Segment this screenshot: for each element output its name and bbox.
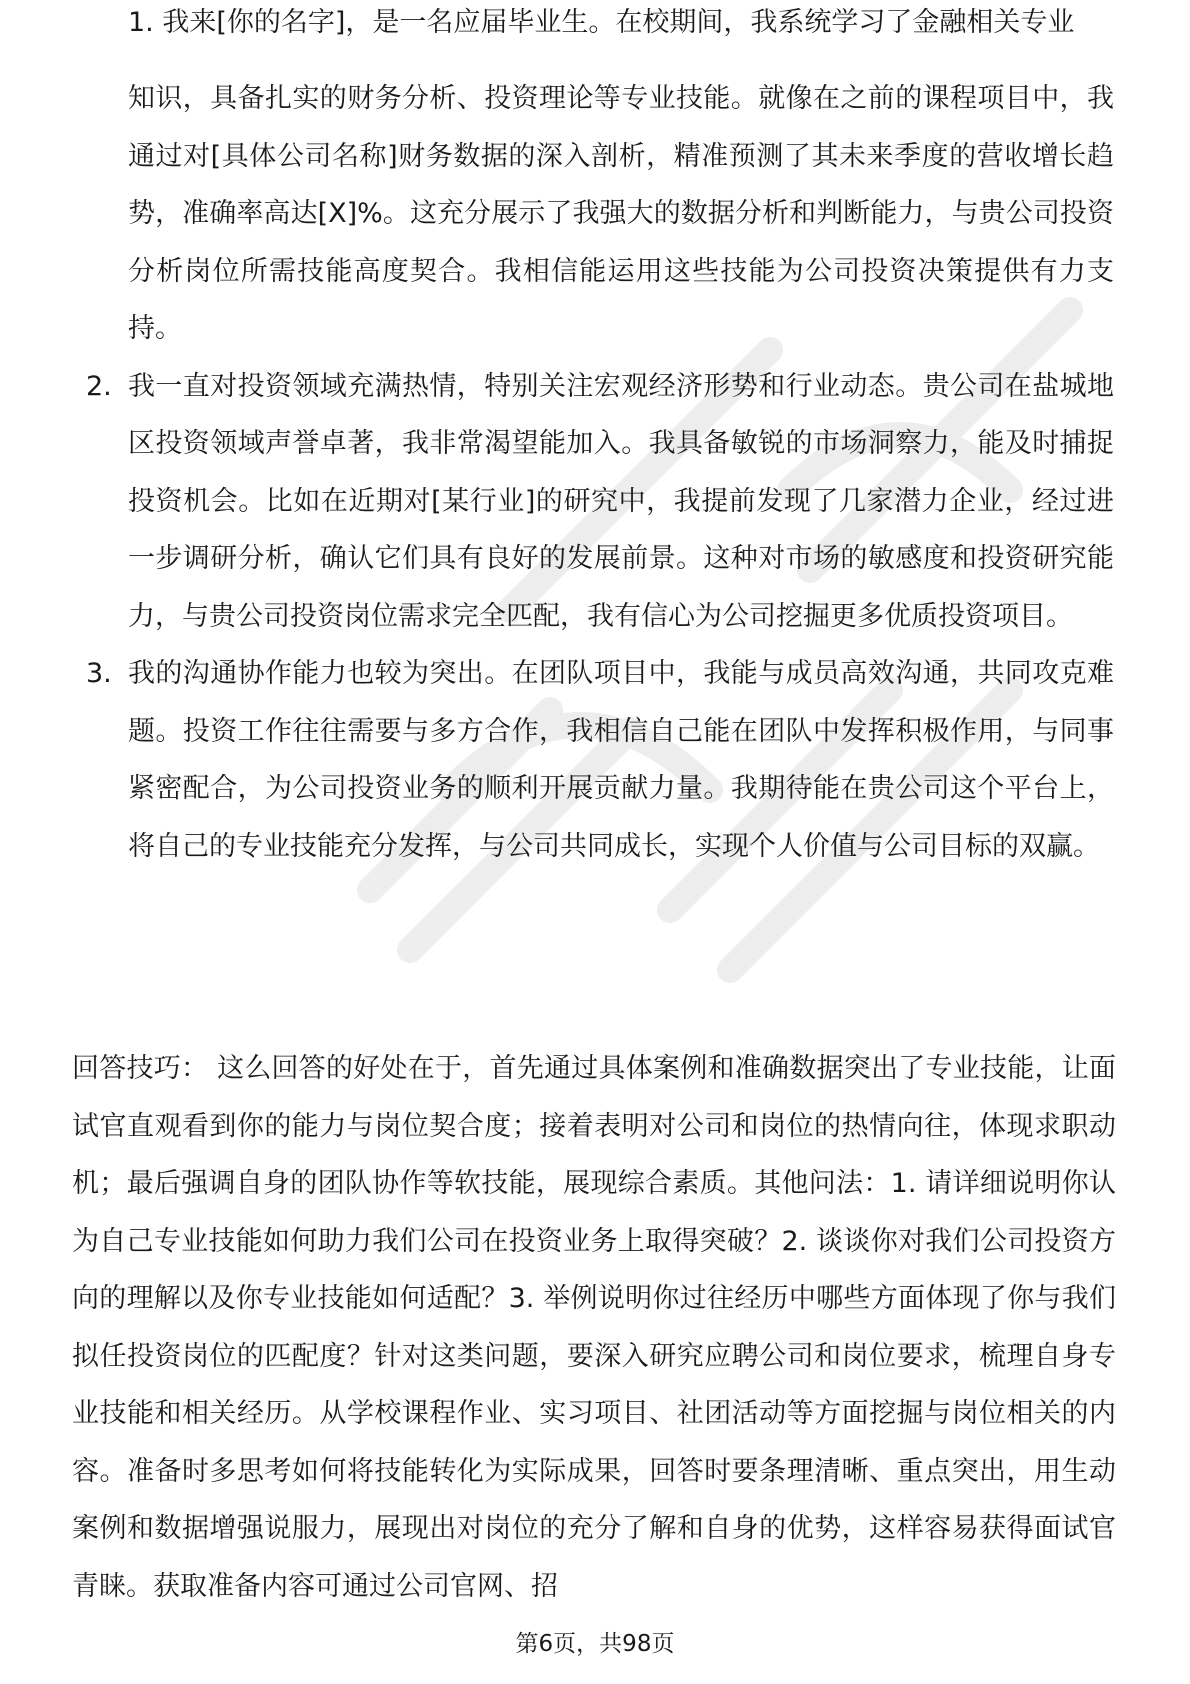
list-item-text: 我一直对投资领域充满热情，特别关注宏观经济形势和行业动态。贵公司在盐城地区投资领域声誉卓著，我非常渴望能加入。我具备敏锐的市场洞察力，能及时捕捉投资机会。比如在近期对[某行业]的研究中，我提前发现了几家潜力企业，经过进一步调研分析，确认它们具有良好的发展前景。这种对市场的敏感度和投资研究能力，与贵公司投资岗位需求完全匹配，我有信心为公司挖掘更多优质投资项目。 xyxy=(128,370,1114,632)
answer-tips-paragraph: 回答技巧： 这么回答的好处在于，首先通过具体案例和准确数据突出了专业技能，让面试官直观看到你的能力与岗位契合度；接着表明对公司和岗位的热情向往，体现求职动机；最后强调自身的团队协作等软技能，展现综合素质。其他问法：1. 请详细说明你认为自己专业技能如何助力我们公司在投资业务上取得突破？2. 谈谈你对我们公司投资方向的理解以及你专业技能如何适配？3. 举例说明你过往经历中哪些方面体现了你与我们拟任投资岗位的匹配度？针对这类问题，要深入研究应聘公司和岗位要求，梳理自身专业技能和相关经历。从学校课程作业、实习项目、社团活动等方面挖掘与岗位相关的内容。准备时多思考如何将技能转化为实际成果，回答时要条理清晰、重点突出，用生动案例和数据增强说服力，展现出对岗位的充分了解和自身的优势，这样容易获得面试官青睐。获取准备内容可通过公司官网、招 xyxy=(72,1053,1116,1602)
list-item xyxy=(0,70,1190,358)
list-item-number: 2. xyxy=(86,370,112,402)
list-item xyxy=(0,645,1190,875)
list-item-text: 知识，具备扎实的财务分析、投资理论等专业技能。就像在之前的课程项目中，我通过对[具体公司名称]财务数据的深入剖析，精准预测了其未来季度的营收增长趋势，准确率高达[X]%。这充分展示了我强大的数据分析和判断能力，与贵公司投资分析岗位所需技能高度契合。我相信能运用这些技能为公司投资决策提供有力支持。 xyxy=(128,83,1114,344)
list-item xyxy=(0,358,1190,646)
answer-list xyxy=(0,70,1190,875)
truncated-top-line: 1. 我来[你的名字]，是一名应届毕业生。在校期间，我系统学习了金融相关专业 xyxy=(128,7,1075,38)
list-item-text: 我的沟通协作能力也较为突出。在团队项目中，我能与成员高效沟通，共同攻克难题。投资工作往往需要与多方合作，我相信自己能在团队中发挥积极作用，与同事紧密配合，为公司投资业务的顺利开展贡献力量。我期待能在贵公司这个平台上，将自己的专业技能充分发挥，与公司共同成长，实现个人价值与公司目标的双赢。 xyxy=(128,658,1114,862)
page-number-footer: 第6页，共98页 xyxy=(515,1631,675,1657)
list-item-number: 3. xyxy=(86,658,112,689)
